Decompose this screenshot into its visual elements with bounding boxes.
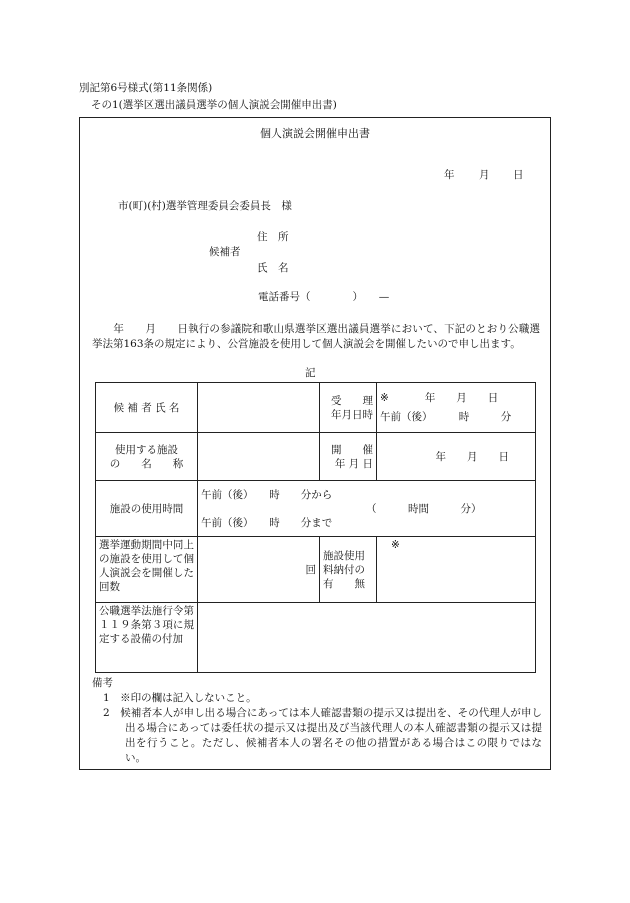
notes-section	[92, 676, 542, 766]
notes-heading: 備考	[92, 677, 113, 689]
facility-name-field[interactable]	[198, 433, 320, 481]
candidate-name-label: 候 補 者 氏 名	[96, 383, 198, 433]
note-item-1: 1 ※印の欄は記入しないこと。	[103, 692, 257, 704]
usage-count-label: 選挙運動期間中同上の施設を使用して個人演説会を開催した回数	[96, 537, 198, 603]
usage-time-label: 施設の使用時間	[96, 481, 198, 537]
count-unit: 回	[305, 563, 316, 576]
equipment-label: 公職選挙法施行令第１１９条第３項に規定する設備の付加	[96, 603, 198, 673]
receipt-time: 午前（後） 時 分	[380, 411, 512, 423]
candidate-name-field[interactable]	[198, 383, 320, 433]
receipt-datetime-label: 受 理 年月日時	[320, 383, 377, 433]
date-day: 日	[513, 169, 524, 181]
fee-mark: ※	[391, 539, 400, 551]
fee-payment-field	[377, 537, 536, 603]
phone-label: 電話番号（ ） —	[258, 291, 390, 303]
date-month: 月	[479, 169, 490, 181]
addressee: 市(町)(村)選挙管理委員会委員長 様	[118, 200, 292, 212]
receipt-datetime-field	[377, 383, 536, 433]
form-number: 別記第6号様式(第11条関係)	[79, 82, 213, 94]
application-table	[95, 382, 536, 673]
usage-to: 午前（後） 時 分まで	[201, 516, 333, 529]
application-body-text: 年 月 日執行の参議院和歌山県選挙区選出議員選挙において、下記のとおり公職選挙法第163条の規定により、公営施設を使用して個人演説会を開催したいので申し出ます。	[92, 323, 540, 350]
candidate-label: 候補者	[209, 246, 241, 258]
usage-count-field[interactable]	[198, 537, 320, 603]
held-date-label: 開 催 年 月 日	[320, 433, 377, 481]
ki-label: 記	[305, 367, 316, 379]
receipt-mark: ※	[380, 392, 389, 404]
note-item-2: 2 候補者本人が申し出る場合にあっては本人確認書類の提示又は提出を、その代理人が申し出る場合にあっては委任状の提示又は提出及び当該代理人の本人確認書類の提示又は提出を行うこと。ただし、候補者本人の署名その他の措置がある場合はこの限りではない。	[103, 707, 542, 764]
receipt-date: 年 月 日	[424, 392, 499, 404]
usage-time-field[interactable]	[198, 481, 536, 537]
document-title: 個人演説会開催申出書	[260, 127, 370, 140]
held-date-field[interactable]: 年 月 日	[377, 433, 536, 481]
fee-payment-label: 施設使用 料納付の 有 無	[320, 537, 377, 603]
facility-name-label: 使用する施設 の 名 称	[96, 433, 198, 481]
name-label: 氏 名	[257, 262, 289, 274]
equipment-field[interactable]	[198, 603, 536, 673]
sub-title: その1(選挙区選出議員選挙の個人演説会開催申出書)	[91, 99, 337, 111]
date-year: 年	[444, 169, 455, 181]
address-label: 住 所	[257, 231, 289, 243]
usage-hours: （ 時間 分）	[366, 502, 482, 515]
usage-from: 午前（後） 時 分から	[201, 488, 333, 501]
